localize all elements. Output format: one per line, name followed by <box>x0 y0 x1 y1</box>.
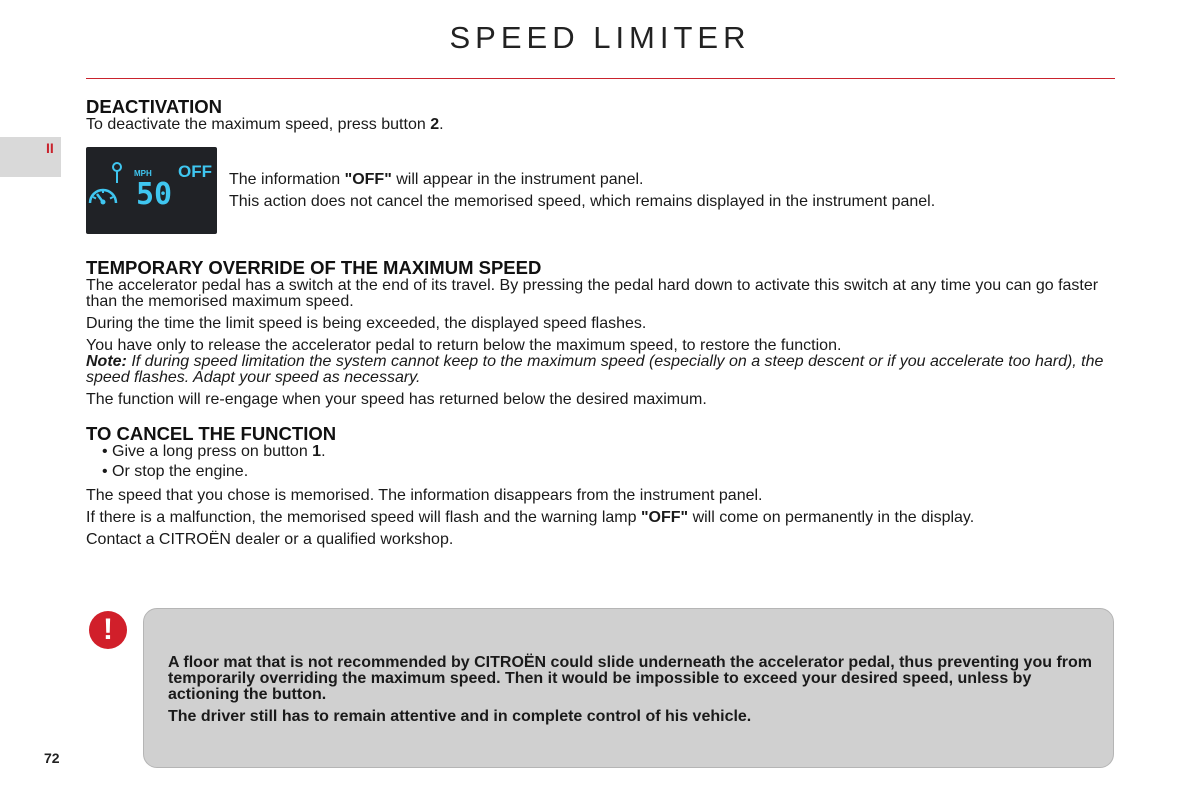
title-divider <box>86 78 1115 79</box>
chapter-marker: II <box>46 140 54 156</box>
bullet-1-suffix: . <box>321 443 326 460</box>
display-unit: MPH <box>134 169 152 178</box>
display-description <box>229 172 1119 216</box>
cancel-options <box>86 444 1116 480</box>
override-note <box>86 354 1116 386</box>
malfunction-prefix: If there is a malfunction, the memorised speed will flash and the warning lamp <box>86 509 641 526</box>
override-paragraph-2: During the time the limit speed is being exceeded, the displayed speed flashes. <box>86 315 647 332</box>
off-info-line <box>229 172 1119 188</box>
override-paragraph-1: The accelerator pedal has a switch at the end of its travel. By pressing the pedal hard down to activate this switch at any time you can go faster than the memorised maximum speed. <box>86 277 1099 310</box>
display-status: OFF <box>178 162 212 181</box>
warning-text <box>168 655 1104 725</box>
off-lamp-label: "OFF" <box>640 509 689 526</box>
deactivation-section <box>86 96 1116 235</box>
page-title: SPEED LIMITER <box>449 20 751 55</box>
off-label: "OFF" <box>344 171 392 188</box>
note-label: Note: <box>86 353 127 370</box>
cancel-paragraph-1: The speed that you chose is memorised. The information disappears from the instrument panel. <box>86 487 763 504</box>
override-paragraph-3: You have only to release the accelerator pedal to return below the maximum speed, to restore the function. <box>86 337 842 354</box>
display-speed: 50 <box>136 177 173 212</box>
button-1-ref: 1 <box>312 443 322 460</box>
note-text: If during speed limitation the system cannot keep to the maximum speed (especially on a steep descent or if you accelerate too hard), the speed flashes. Adapt your speed as necessary. <box>86 353 1104 386</box>
cancel-heading: TO CANCEL THE FUNCTION <box>86 423 337 444</box>
list-item: • Or stop the engine. <box>102 463 249 480</box>
speedometer-icon <box>90 190 116 205</box>
list-item <box>102 444 1116 460</box>
memorised-info-line: This action does not cancel the memorised speed, which remains displayed in the instrument panel. <box>229 193 936 210</box>
display-row <box>86 147 1116 235</box>
warning-paragraph-2: The driver still has to remain attentive and in complete control of his vehicle. <box>168 708 752 725</box>
deactivation-intro-text: To deactivate the maximum speed, press button <box>86 116 431 133</box>
malfunction-suffix: will come on permanently in the display. <box>688 509 975 526</box>
deactivation-intro-end: . <box>439 116 444 133</box>
off-info-suffix: will appear in the instrument panel. <box>391 171 644 188</box>
override-paragraph-4: The function will re-engage when your speed has returned below the desired maximum. <box>86 391 707 408</box>
button-2-ref: 2 <box>430 116 440 133</box>
exclamation-icon: ! <box>89 611 127 649</box>
override-heading: TEMPORARY OVERRIDE OF THE MAXIMUM SPEED <box>86 257 542 278</box>
main-content <box>86 96 1116 548</box>
page-number: 72 <box>44 750 60 766</box>
bullet-1-prefix: • Give a long press on button <box>102 443 313 460</box>
warning-paragraph-1: A floor mat that is not recommended by CITROËN could slide underneath the accelerator pedal, thus preventing you from temporarily overriding the maximum speed. Then it would be impossible to exceed your desired speed, unless by actioning the button. <box>168 654 1092 703</box>
limiter-pin-icon <box>113 163 121 183</box>
display-graphic <box>86 147 217 234</box>
deactivation-heading: DEACTIVATION <box>86 96 223 117</box>
chapter-tab <box>0 137 61 177</box>
cancel-section <box>86 423 1116 548</box>
instrument-display <box>86 147 217 234</box>
cancel-paragraph-2 <box>86 510 1116 526</box>
warning-box <box>143 608 1114 768</box>
cancel-paragraph-3: Contact a CITROËN dealer or a qualified workshop. <box>86 531 454 548</box>
deactivation-intro <box>86 117 1116 133</box>
off-info-prefix: The information <box>229 171 345 188</box>
override-section <box>86 257 1116 408</box>
